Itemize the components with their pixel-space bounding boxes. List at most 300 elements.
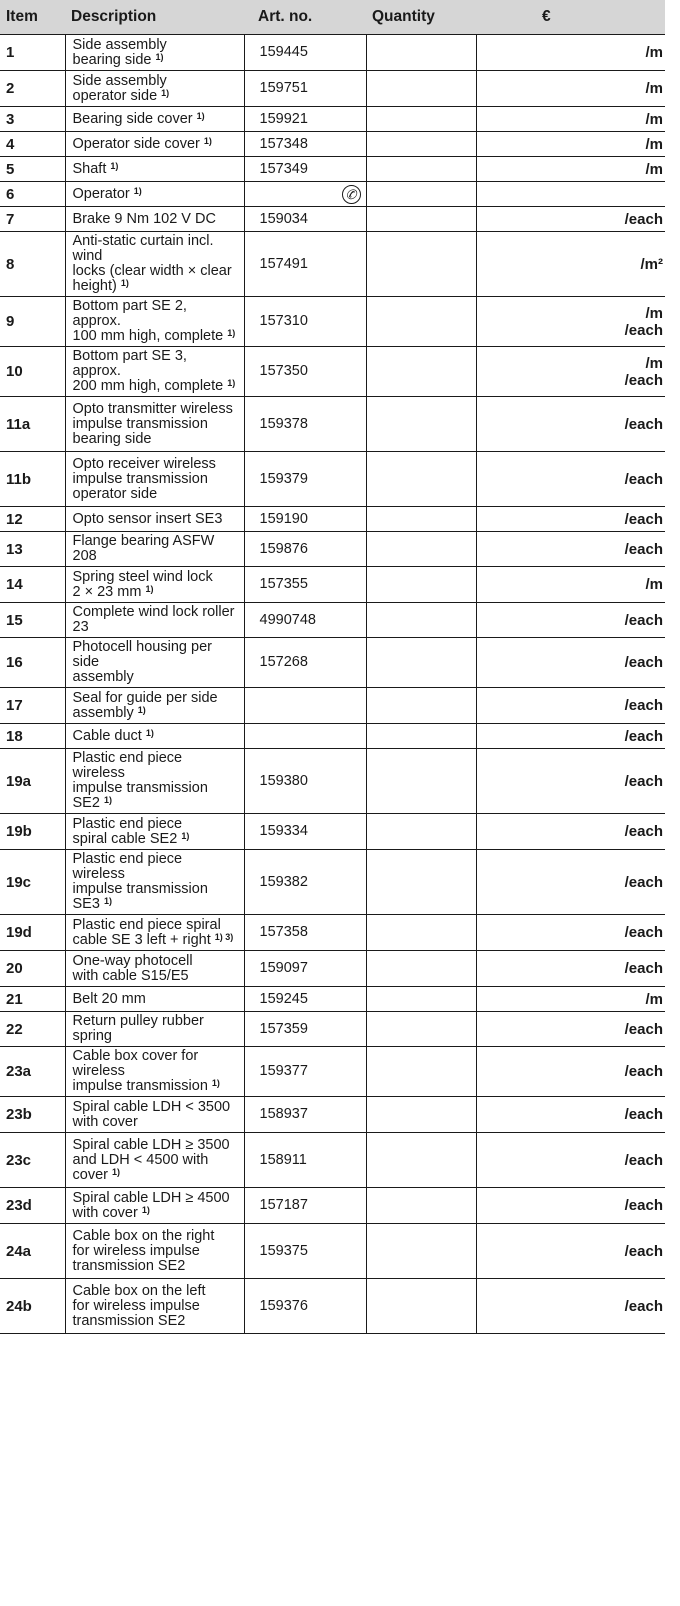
item-number: 8 [0, 232, 65, 297]
description-line: Cable box on the left [72, 1282, 206, 1299]
quantity-input[interactable] [366, 507, 476, 532]
table-row [0, 1133, 665, 1188]
footnote-ref: 1) [110, 160, 119, 171]
description-line: bearing side [72, 430, 152, 447]
article-number: 157348 [244, 132, 366, 157]
quantity-input[interactable] [366, 347, 476, 397]
footnote-ref: 1) [141, 1204, 150, 1215]
table-body [0, 35, 665, 1334]
description-cell [65, 951, 244, 987]
price-unit: /each [624, 321, 663, 339]
footnote-ref: 1) [227, 328, 236, 338]
item-number: 23d [0, 1188, 65, 1224]
price-unit: /m [645, 576, 663, 593]
description-cell [65, 532, 244, 567]
price-unit: /m [645, 110, 663, 128]
article-number: 157268 [244, 638, 366, 688]
footnote-ref: 1) [145, 727, 154, 738]
quantity-input[interactable] [366, 850, 476, 915]
price-unit: /each [624, 727, 663, 745]
description-line: Opto receiver wireless [72, 455, 216, 472]
description-line: Side assembly [72, 36, 167, 53]
description-line: Operator side cover [72, 135, 200, 152]
article-number: 159378 [244, 397, 366, 452]
item-number: 23b [0, 1097, 65, 1133]
price-unit: /each [624, 210, 663, 228]
description-line: bearing side [72, 51, 152, 68]
description-line: Plastic end piece [72, 815, 183, 832]
table-row [0, 157, 665, 182]
item-number: 7 [0, 207, 65, 232]
table-row [0, 297, 665, 347]
price-unit-cell [476, 1279, 665, 1334]
header-row [0, 0, 665, 35]
item-number: 16 [0, 638, 65, 688]
table-row [0, 567, 665, 603]
description-line: 100 mm high, complete [72, 328, 224, 344]
price-unit-cell [476, 182, 665, 207]
price-unit-cell [476, 507, 665, 532]
description-line: Photocell housing per side [72, 639, 212, 670]
table-row [0, 603, 665, 638]
article-number: 157310 [244, 297, 366, 347]
price-unit: /each [624, 540, 663, 558]
price-unit: /m [645, 44, 663, 61]
item-number: 1 [0, 35, 65, 71]
table-row [0, 1224, 665, 1279]
price-unit: /each [624, 1197, 663, 1214]
article-number: 159190 [244, 507, 366, 532]
header-price: € [476, 0, 665, 35]
footnote-ref: 1) [181, 830, 190, 841]
quantity-input[interactable] [366, 915, 476, 951]
footnote-ref: 1) [103, 896, 112, 906]
description-cell [65, 724, 244, 749]
item-number: 15 [0, 603, 65, 638]
item-number: 18 [0, 724, 65, 749]
article-number: 157187 [244, 1188, 366, 1224]
item-number: 21 [0, 987, 65, 1012]
item-number: 11b [0, 452, 65, 507]
article-number: 159334 [244, 814, 366, 850]
description-line: Opto sensor insert SE3 [72, 510, 223, 527]
table-row [0, 132, 665, 157]
price-unit: /each [624, 823, 663, 840]
table-row [0, 107, 665, 132]
phone-icon: ✆ [342, 185, 361, 204]
description-line: impulse transmission SE2 [72, 780, 208, 811]
description-line: cover [72, 1166, 108, 1183]
description-line: transmission SE2 [72, 1257, 186, 1274]
price-unit: /m [645, 304, 663, 322]
description-line: operator side [72, 485, 158, 502]
item-number: 9 [0, 297, 65, 347]
quantity-input[interactable] [366, 1188, 476, 1224]
price-unit-cell [476, 157, 665, 182]
table-row [0, 71, 665, 107]
price-unit: /each [624, 960, 663, 977]
description-cell [65, 814, 244, 850]
description-line: Bottom part SE 3, approx. [72, 348, 187, 379]
description-line: Bearing side cover [72, 110, 193, 127]
description-cell [65, 567, 244, 603]
description-line: 200 mm high, complete [72, 378, 224, 394]
article-number: 159380 [244, 749, 366, 814]
price-unit-cell [476, 297, 665, 347]
article-number: 159379 [244, 452, 366, 507]
price-unit: /m [645, 990, 663, 1008]
item-number: 13 [0, 532, 65, 567]
price-unit: /each [624, 873, 663, 891]
description-cell [65, 638, 244, 688]
header-description: Description [65, 0, 244, 35]
price-unit-cell [476, 814, 665, 850]
price-unit-cell [476, 1012, 665, 1047]
description-cell [65, 1047, 244, 1097]
description-cell [65, 1133, 244, 1188]
description-line: assembly [72, 704, 134, 721]
price-unit-cell [476, 850, 665, 915]
article-number: 4990748 [244, 603, 366, 638]
price-unit-cell [476, 207, 665, 232]
description-line: Cable box on the right [72, 1227, 215, 1244]
table-row [0, 397, 665, 452]
table-row [0, 1097, 665, 1133]
price-unit-cell [476, 688, 665, 724]
quantity-input[interactable] [366, 749, 476, 814]
description-cell [65, 1279, 244, 1334]
description-cell [65, 71, 244, 107]
article-number [244, 182, 366, 207]
description-line: impulse transmission [72, 470, 208, 487]
quantity-input[interactable] [366, 1012, 476, 1047]
table-row [0, 1188, 665, 1224]
description-cell [65, 1188, 244, 1224]
quantity-input[interactable] [366, 132, 476, 157]
article-number: 159376 [244, 1279, 366, 1334]
article-number: 159445 [244, 35, 366, 71]
price-unit-cell [476, 603, 665, 638]
description-line: Brake 9 Nm 102 V DC [72, 210, 216, 227]
footnote-ref: 1) [211, 1078, 220, 1088]
price-unit-cell [476, 452, 665, 507]
price-unit-cell [476, 397, 665, 452]
quantity-input[interactable] [366, 688, 476, 724]
description-line: Opto transmitter wireless [72, 400, 233, 417]
quantity-input[interactable] [366, 1047, 476, 1097]
article-number: 157359 [244, 1012, 366, 1047]
item-number: 24a [0, 1224, 65, 1279]
header-quantity: Quantity [366, 0, 476, 35]
article-number: 159245 [244, 987, 366, 1012]
description-cell [65, 915, 244, 951]
description-cell [65, 107, 244, 132]
price-unit: /each [624, 1020, 663, 1038]
header-art-no: Art. no. [244, 0, 366, 35]
description-cell [65, 749, 244, 814]
price-unit: /each [624, 697, 663, 714]
description-line: and LDH < 4500 with [72, 1151, 209, 1168]
table-row [0, 1047, 665, 1097]
article-number: 159097 [244, 951, 366, 987]
price-unit: /each [624, 510, 663, 528]
description-cell [65, 347, 244, 397]
description-line: Spiral cable LDH ≥ 4500 [72, 1189, 230, 1206]
description-line: impulse transmission [72, 415, 208, 432]
price-unit: /m [645, 354, 663, 372]
description-line: Flange bearing ASFW 208 [72, 533, 215, 564]
description-cell [65, 1012, 244, 1047]
description-cell [65, 452, 244, 507]
price-unit-cell [476, 532, 665, 567]
table-row [0, 207, 665, 232]
table-row [0, 915, 665, 951]
footnote-ref: 1) 3) [214, 931, 234, 942]
description-cell [65, 232, 244, 297]
item-number: 4 [0, 132, 65, 157]
price-unit-cell [476, 107, 665, 132]
description-line: impulse transmission SE3 [72, 881, 208, 912]
footnote-ref: 1) [103, 795, 112, 805]
table-row [0, 638, 665, 688]
description-line: Plastic end piece wireless [72, 851, 183, 882]
price-unit-cell [476, 1188, 665, 1224]
quantity-input[interactable] [366, 532, 476, 567]
article-number: 158937 [244, 1097, 366, 1133]
article-number: 157355 [244, 567, 366, 603]
item-number: 19a [0, 749, 65, 814]
quantity-input[interactable] [366, 567, 476, 603]
quantity-input[interactable] [366, 297, 476, 347]
item-number: 2 [0, 71, 65, 107]
description-cell [65, 297, 244, 347]
description-line: assembly [72, 669, 134, 685]
price-unit-cell [476, 638, 665, 688]
footnote-ref: 1) [196, 110, 205, 121]
description-line: height) [72, 278, 117, 294]
article-number [244, 688, 366, 724]
quantity-input[interactable] [366, 207, 476, 232]
quantity-input[interactable] [366, 814, 476, 850]
description-line: Plastic end piece wireless [72, 750, 183, 781]
description-line: locks (clear width × clear [72, 263, 232, 279]
article-number: 159034 [244, 207, 366, 232]
footnote-ref: 1) [112, 1166, 121, 1177]
article-number: 158911 [244, 1133, 366, 1188]
item-number: 11a [0, 397, 65, 452]
description-line: Spring steel wind lock [72, 568, 213, 585]
item-number: 23c [0, 1133, 65, 1188]
item-number: 22 [0, 1012, 65, 1047]
table-row [0, 850, 665, 915]
description-line: Return pulley rubber spring [72, 1013, 204, 1044]
table-row [0, 532, 665, 567]
quantity-input[interactable] [366, 1097, 476, 1133]
description-line: Seal for guide per side [72, 689, 218, 706]
quantity-input[interactable] [366, 1279, 476, 1334]
price-unit-cell [476, 232, 665, 297]
item-number: 3 [0, 107, 65, 132]
description-line: Operator [72, 185, 130, 202]
description-cell [65, 132, 244, 157]
price-unit-cell [476, 567, 665, 603]
quantity-input[interactable] [366, 107, 476, 132]
description-line: impulse transmission [72, 1078, 208, 1094]
article-number: 159921 [244, 107, 366, 132]
price-unit-cell [476, 71, 665, 107]
description-line: spiral cable SE2 [72, 830, 178, 847]
quantity-input[interactable] [366, 603, 476, 638]
price-unit: /each [624, 470, 663, 488]
description-line: Bottom part SE 2, approx. [72, 298, 187, 329]
table-row [0, 814, 665, 850]
price-unit-cell [476, 1097, 665, 1133]
quantity-input[interactable] [366, 71, 476, 107]
quantity-input[interactable] [366, 182, 476, 207]
description-cell [65, 182, 244, 207]
item-number: 19d [0, 915, 65, 951]
article-number: 159377 [244, 1047, 366, 1097]
item-number: 20 [0, 951, 65, 987]
price-unit: /m [645, 80, 663, 97]
description-line: Shaft [72, 160, 107, 177]
table-row [0, 507, 665, 532]
item-number: 23a [0, 1047, 65, 1097]
table-row [0, 232, 665, 297]
description-line: for wireless impulse [72, 1242, 200, 1259]
price-unit-cell [476, 35, 665, 71]
table-row [0, 724, 665, 749]
price-unit: /each [624, 1063, 663, 1080]
price-unit-cell [476, 749, 665, 814]
table-row [0, 347, 665, 397]
quantity-input[interactable] [366, 951, 476, 987]
item-number: 12 [0, 507, 65, 532]
price-unit: /each [624, 1297, 663, 1315]
article-number: 157358 [244, 915, 366, 951]
footnote-ref: 1) [133, 185, 142, 196]
price-unit: /m [645, 160, 663, 178]
description-cell [65, 1224, 244, 1279]
item-number: 24b [0, 1279, 65, 1334]
item-number: 14 [0, 567, 65, 603]
quantity-input[interactable] [366, 397, 476, 452]
description-line: One-way photocell [72, 952, 193, 969]
quantity-input[interactable] [366, 35, 476, 71]
description-line: Spiral cable LDH < 3500 [72, 1098, 231, 1115]
quantity-input[interactable] [366, 987, 476, 1012]
description-line: with cover [72, 1113, 138, 1130]
article-number: 159751 [244, 71, 366, 107]
quantity-input[interactable] [366, 452, 476, 507]
description-cell [65, 1097, 244, 1133]
table-row [0, 1279, 665, 1334]
description-line: Cable duct [72, 727, 142, 744]
price-unit: /each [624, 1106, 663, 1123]
table-row [0, 452, 665, 507]
description-cell [65, 35, 244, 71]
table-row [0, 35, 665, 71]
price-unit: /each [624, 371, 663, 389]
article-number: 159876 [244, 532, 366, 567]
footnote-ref: 1) [227, 378, 236, 388]
price-unit: /each [624, 924, 663, 941]
price-unit: /each [624, 1242, 663, 1260]
price-unit-cell [476, 987, 665, 1012]
article-number: 157349 [244, 157, 366, 182]
description-line: transmission SE2 [72, 1312, 186, 1329]
price-unit-cell [476, 1224, 665, 1279]
description-line: Belt 20 mm [72, 990, 146, 1007]
price-unit-cell [476, 347, 665, 397]
price-unit-cell [476, 132, 665, 157]
description-line: 2 × 23 mm [72, 583, 142, 600]
description-line: with cable S15/E5 [72, 967, 189, 984]
quantity-input[interactable] [366, 1224, 476, 1279]
item-number: 6 [0, 182, 65, 207]
footnote-ref: 1) [155, 51, 164, 62]
quantity-input[interactable] [366, 232, 476, 297]
item-number: 5 [0, 157, 65, 182]
table-row [0, 688, 665, 724]
table-row [0, 1012, 665, 1047]
price-unit: /each [624, 654, 663, 671]
description-cell [65, 397, 244, 452]
description-line: Anti-static curtain incl. wind [72, 233, 214, 264]
description-cell [65, 157, 244, 182]
footnote-ref: 1) [203, 135, 212, 146]
footnote-ref: 1) [120, 278, 129, 288]
article-number: 157350 [244, 347, 366, 397]
article-number [244, 724, 366, 749]
description-line: Cable box cover for wireless [72, 1048, 199, 1079]
price-unit: /each [624, 772, 663, 790]
description-cell [65, 207, 244, 232]
quantity-input[interactable] [366, 638, 476, 688]
description-line: Side assembly [72, 72, 167, 89]
item-number: 17 [0, 688, 65, 724]
description-line: cable SE 3 left + right [72, 931, 211, 948]
description-cell [65, 987, 244, 1012]
footnote-ref: 1) [145, 583, 154, 594]
price-unit-cell [476, 724, 665, 749]
quantity-input[interactable] [366, 1133, 476, 1188]
footnote-ref: 1) [161, 87, 170, 98]
description-line: Spiral cable LDH ≥ 3500 [72, 1136, 230, 1153]
table-row [0, 987, 665, 1012]
description-line: Plastic end piece spiral [72, 916, 221, 933]
price-unit: /m² [640, 255, 663, 273]
header-item: Item [0, 0, 65, 35]
description-line: for wireless impulse [72, 1297, 200, 1314]
description-cell [65, 507, 244, 532]
article-number: 157491 [244, 232, 366, 297]
item-number: 10 [0, 347, 65, 397]
item-number: 19c [0, 850, 65, 915]
article-number: 159382 [244, 850, 366, 915]
price-unit: /each [624, 415, 663, 433]
item-number: 19b [0, 814, 65, 850]
price-unit: /m [645, 135, 663, 153]
description-line: with cover [72, 1204, 138, 1221]
quantity-input[interactable] [366, 724, 476, 749]
description-line: operator side [72, 87, 158, 104]
price-unit: /each [624, 1151, 663, 1169]
article-number: 159375 [244, 1224, 366, 1279]
price-unit-cell [476, 1133, 665, 1188]
quantity-input[interactable] [366, 157, 476, 182]
table-row [0, 182, 665, 207]
